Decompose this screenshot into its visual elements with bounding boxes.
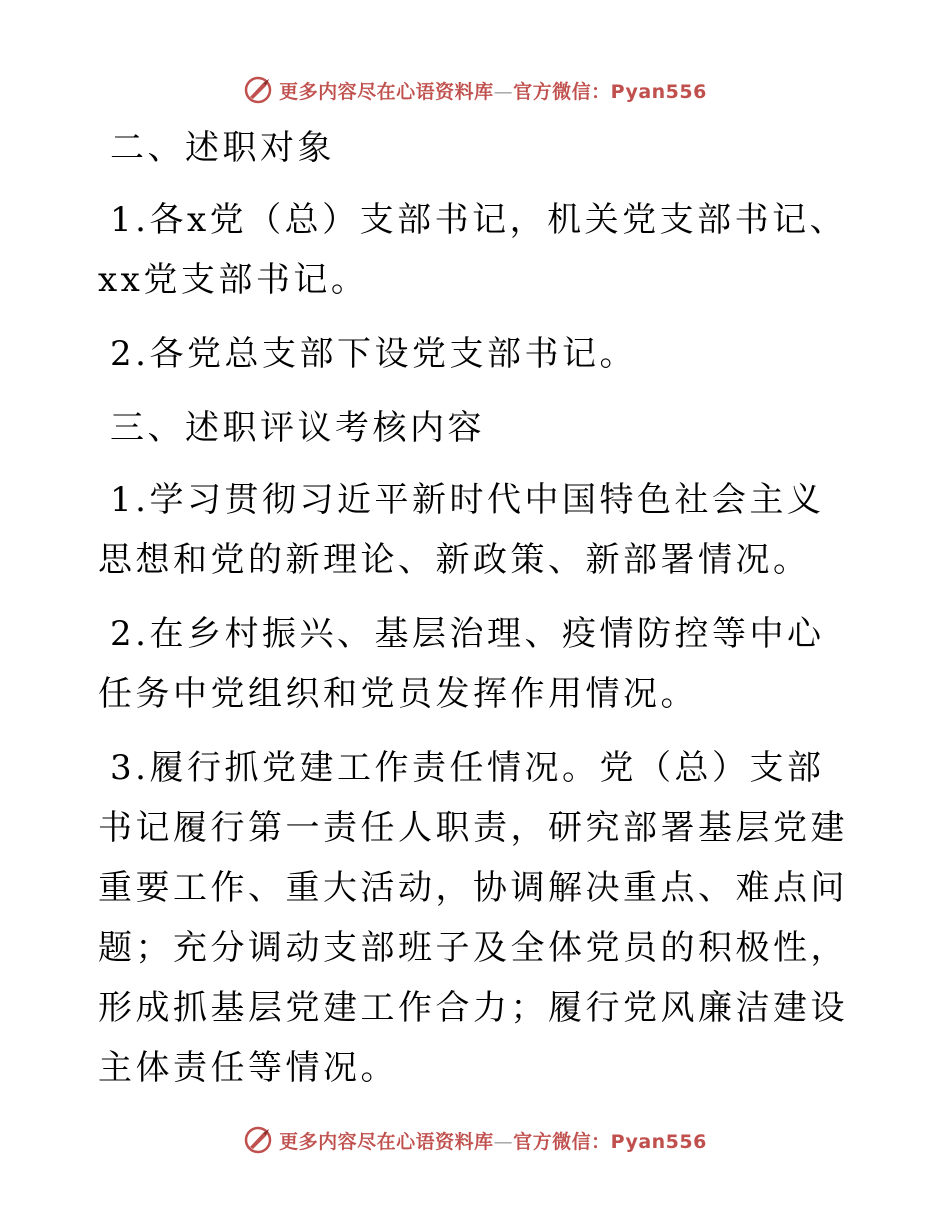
feather-pen-seal-icon <box>243 1125 273 1155</box>
watermark-banner-bottom <box>0 1120 950 1160</box>
section3-item-2: 2.在乡村振兴、基层治理、疫情防控等中心任务中党组织和党员发挥作用情况。 <box>98 614 825 714</box>
feather-pen-seal-icon <box>243 75 273 105</box>
section2-item-2: 2.各党总支部下设党支部书记。 <box>110 334 637 374</box>
section2-item-1: 1.各x党（总）支部书记，机关党支部书记、xx党支部书记。 <box>98 200 848 300</box>
watermark-text: 更多内容尽在心语资料库—官方微信：Pyan556 <box>279 1130 707 1153</box>
section-heading-2: 二、述职对象 <box>110 128 335 168</box>
document-body <box>98 118 858 1112</box>
section3-item-3: 3.履行抓党建工作责任情况。党（总）支部书记履行第一责任人职责，研究部署基层党建重要工作、重大活动，协调解决重点、难点问题；充分调动支部班子及全体党员的积极性，形成抓基层党建工作合力；履行党风廉洁建设主体责任等情况。 <box>98 748 848 1088</box>
watermark-text: 更多内容尽在心语资料库—官方微信：Pyan556 <box>279 80 707 103</box>
watermark-banner-top <box>0 70 950 110</box>
section-heading-3: 三、述职评议考核内容 <box>110 408 485 448</box>
section3-item-1: 1.学习贯彻习近平新时代中国特色社会主义思想和党的新理论、新政策、新部署情况。 <box>98 480 825 580</box>
